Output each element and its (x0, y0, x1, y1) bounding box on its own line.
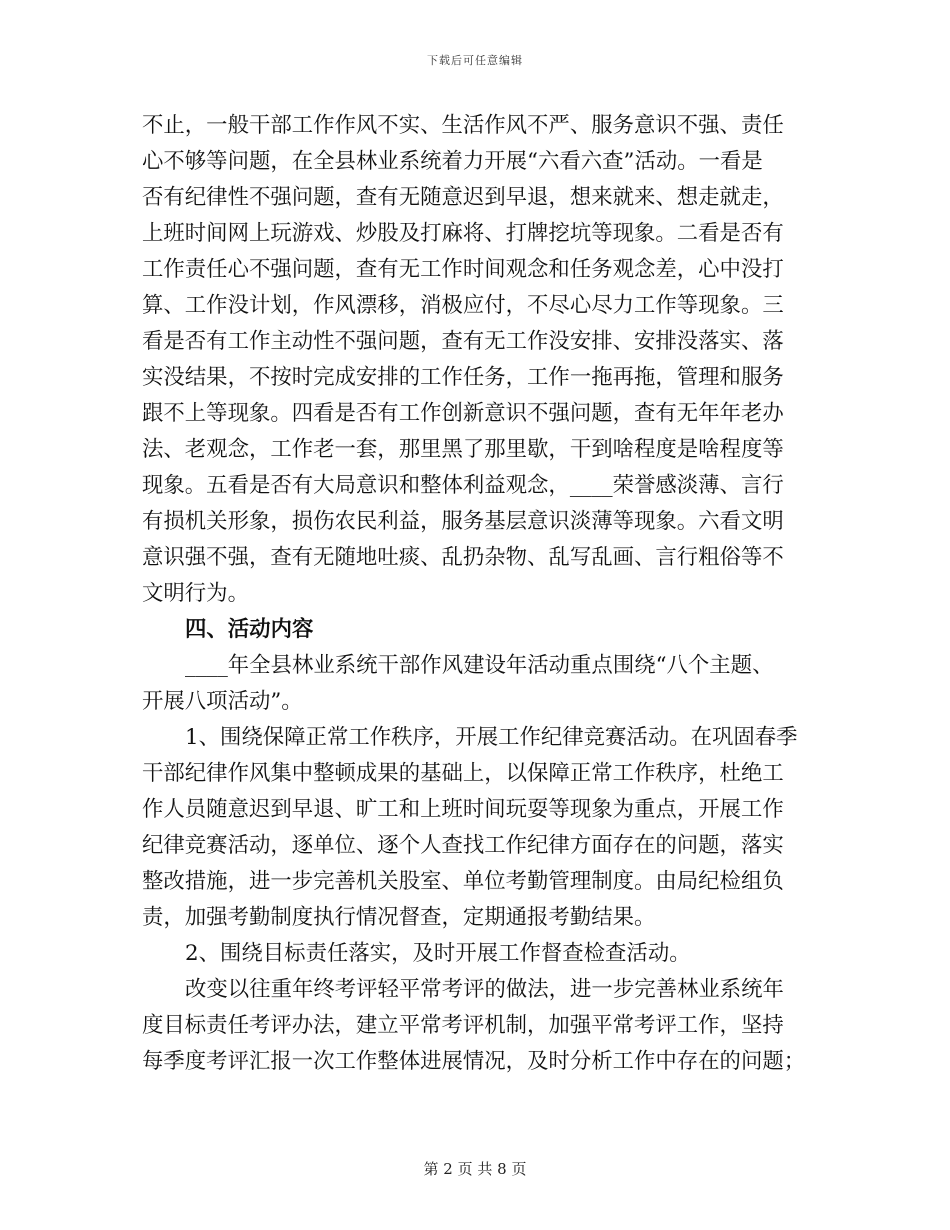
body-text-line: 看是否有工作主动性不强问题，查有无工作没安排、安排没落实、落 (142, 329, 784, 354)
page-footer: 第 2 页 共 8 页 (423, 1160, 527, 1178)
body-text-line: 整改措施，进一步完善机关股室、单位考勤管理制度。由局纪检组负 (142, 869, 784, 894)
body-text-line: ____年全县林业系统干部作风建设年活动重点围绕“八个主题、 (185, 653, 774, 678)
body-text-line: 现象。五看是否有大局意识和整体利益观念，____荣誉感淡薄、言行 (142, 473, 784, 498)
body-text-line: 不止，一般干部工作作风不实、生活作风不严、服务意识不强、责任 (142, 113, 784, 138)
body-text-line: 度目标责任考评办法，建立平常考评机制，加强平常考评工作，坚持 (142, 1013, 784, 1038)
body-text-line: 实没结果，不按时完成安排的工作任务，工作一拖再拖，管理和服务 (142, 365, 784, 390)
body-text-line: 作人员随意迟到早退、旷工和上班时间玩耍等现象为重点，开展工作 (142, 797, 784, 822)
body-text-line: 跟不上等现象。四看是否有工作创新意识不强问题，查有无年年老办 (142, 401, 784, 426)
body-text-line: 有损机关形象，损伤农民利益，服务基层意识淡薄等现象。六看文明 (142, 509, 784, 534)
body-text-line: 算、工作没计划，作风漂移，消极应付，不尽心尽力工作等现象。三 (142, 293, 784, 318)
body-text-line: 2、围绕目标责任落实，及时开展工作督查检查活动。 (185, 941, 691, 966)
page-header: 下载后可任意编辑 (427, 54, 523, 67)
body-text-line: 责，加强考勤制度执行情况督查，定期通报考勤结果。 (142, 905, 656, 930)
body-text-line: 意识强不强，查有无随地吐痰、乱扔杂物、乱写乱画、言行粗俗等不 (142, 545, 784, 570)
body-text-line: 每季度考评汇报一次工作整体进展情况，及时分析工作中存在的问题； (142, 1049, 806, 1074)
body-text-line: 工作责任心不强问题，查有无工作时间观念和任务观念差，心中没打 (142, 257, 784, 282)
body-text-line: 干部纪律作风集中整顿成果的基础上，以保障正常工作秩序，杜绝工 (142, 761, 784, 786)
body-text-line: 上班时间网上玩游戏、炒股及打麻将、打牌挖坑等现象。二看是否有 (142, 221, 784, 246)
body-text-line: 心不够等问题，在全县林业系统着力开展“六看六查”活动。一看是 (142, 149, 763, 174)
body-text-line: 改变以往重年终考评轻平常考评的做法，进一步完善林业系统年 (185, 977, 784, 1002)
body-text-line: 文明行为。 (142, 581, 249, 606)
document-body (142, 108, 812, 1080)
body-text-line: 纪律竞赛活动，逐单位、逐个人查找工作纪律方面存在的问题，落实 (142, 833, 784, 858)
body-text-line: 法、老观念，工作老一套，那里黑了那里歇，干到啥程度是啥程度等 (142, 437, 784, 462)
body-text-line: 1、围绕保障正常工作秩序，开展工作纪律竞赛活动。在巩固春季 (185, 725, 798, 750)
section-heading: 四、活动内容 (185, 617, 314, 642)
body-text-line: 否有纪律性不强问题，查有无随意迟到早退，想来就来、想走就走， (142, 185, 784, 210)
body-text-line: 开展八项活动”。 (142, 689, 303, 714)
